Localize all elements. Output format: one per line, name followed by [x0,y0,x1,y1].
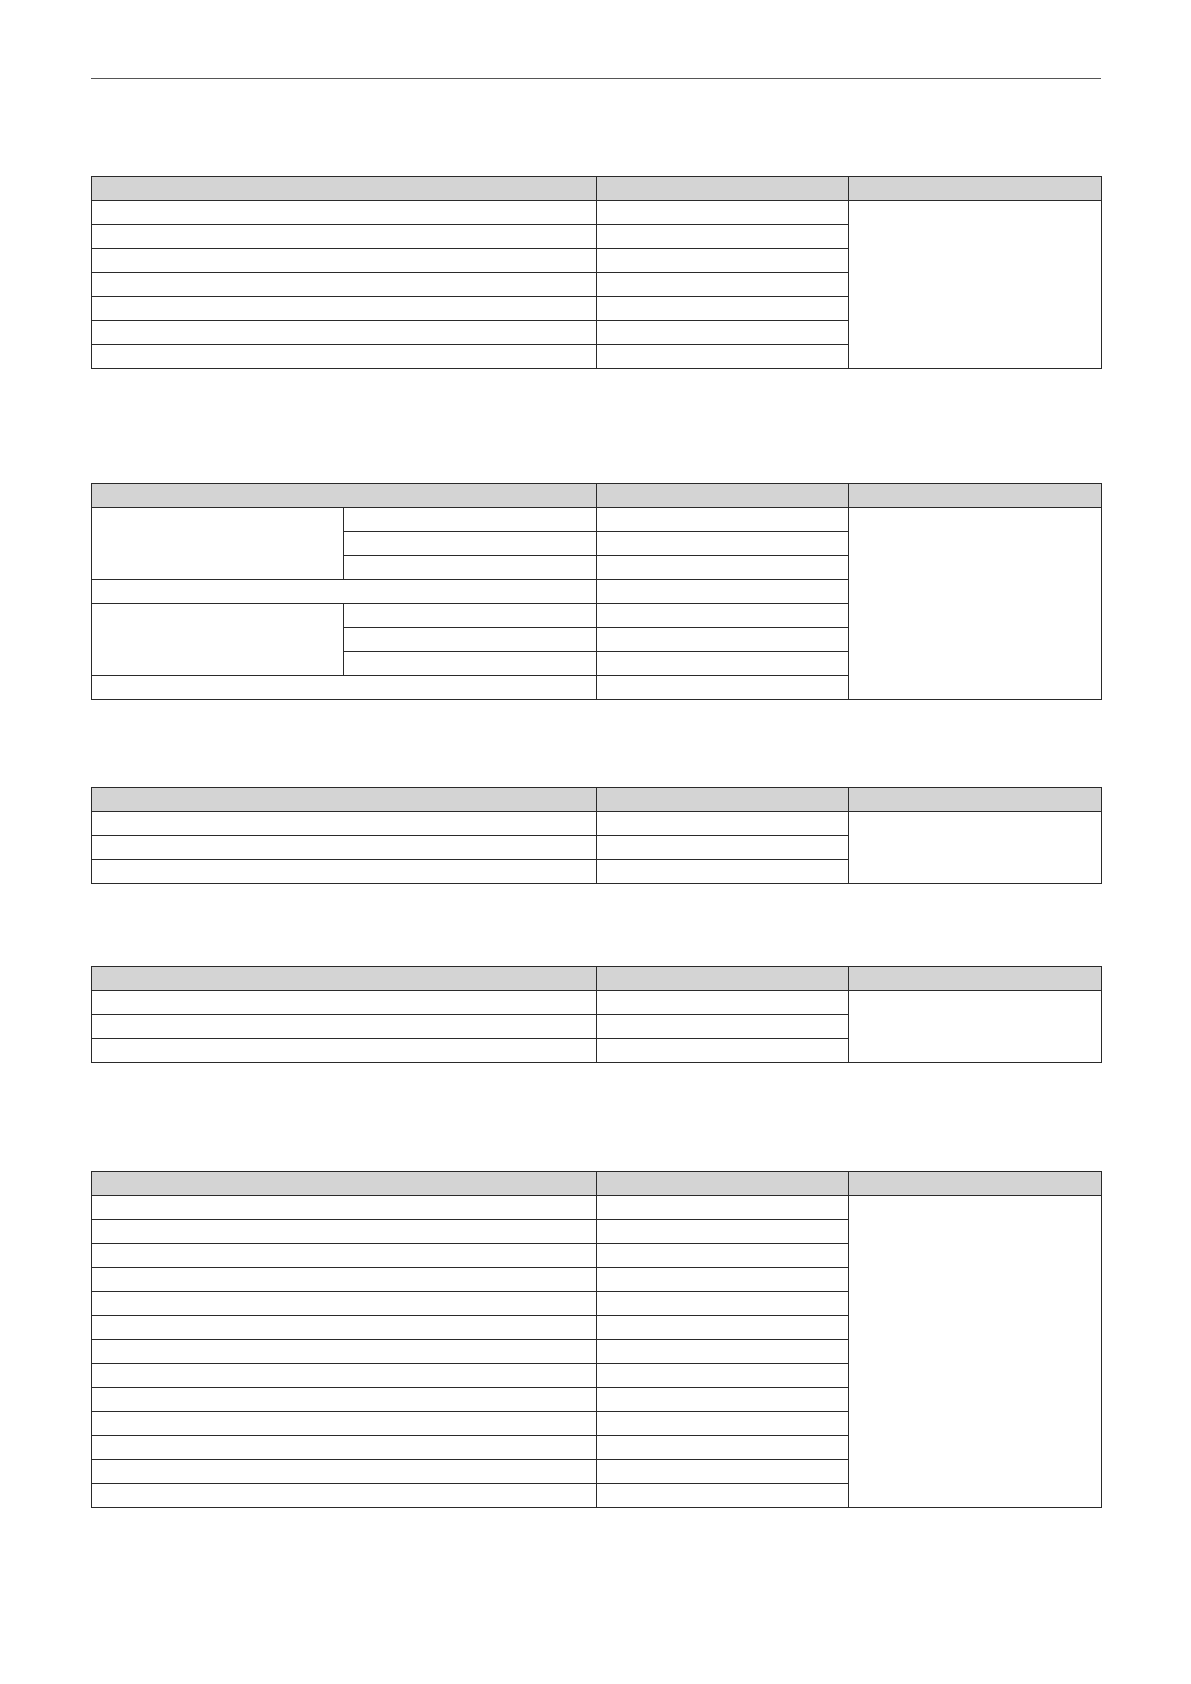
table-row [92,812,1102,836]
side-cell [849,812,1102,884]
table-cell [597,532,849,556]
header-cell [597,177,849,201]
side-cell [849,201,1102,369]
table-cell [597,201,849,225]
header-cell [849,484,1102,508]
table-row [92,1196,1102,1220]
table-cell [92,1268,597,1292]
table-cell [92,1220,597,1244]
table-cell [92,676,597,700]
header-cell [597,788,849,812]
header-cell [849,788,1102,812]
table-cell [597,508,849,532]
table-header-row [92,177,1102,201]
table-cell [92,201,597,225]
table-cell [92,1484,597,1508]
table-cell [597,1220,849,1244]
table-cell [92,1015,597,1039]
table-cell [92,1292,597,1316]
table-cell [597,273,849,297]
group-cell [92,604,344,676]
table-cell [597,1196,849,1220]
table-cell [597,1316,849,1340]
header-cell [597,967,849,991]
table-cell [597,580,849,604]
table-cell [597,1244,849,1268]
table-cell [597,1484,849,1508]
table-cell [597,1015,849,1039]
table-cell [597,1364,849,1388]
table-cell [597,225,849,249]
table-cell [597,836,849,860]
table-cell [92,1316,597,1340]
table-cell [597,1039,849,1063]
table-header-row [92,484,1102,508]
spec-table-3 [91,787,1102,884]
table-cell [344,628,597,652]
table-cell [597,321,849,345]
side-cell [849,991,1102,1063]
table-row [92,201,1102,225]
header-cell [92,177,597,201]
header-cell [849,1172,1102,1196]
table-cell [92,836,597,860]
group-cell [92,508,344,580]
table-header-row [92,788,1102,812]
spec-table-1 [91,176,1102,369]
table-cell [597,1388,849,1412]
table-cell [597,1292,849,1316]
table-cell [92,580,597,604]
side-cell [849,1196,1102,1508]
table-header-row [92,967,1102,991]
table-row [92,991,1102,1015]
table-cell [92,860,597,884]
table-header-row [92,1172,1102,1196]
table-row [92,508,1102,532]
table-cell [597,1340,849,1364]
table-cell [92,1196,597,1220]
spec-table-5 [91,1171,1102,1508]
table-cell [92,1412,597,1436]
table-cell [92,321,597,345]
header-cell [849,967,1102,991]
table-cell [597,556,849,580]
table-cell [92,1460,597,1484]
table-cell [344,556,597,580]
table-cell [92,297,597,321]
table-cell [597,676,849,700]
table-cell [344,508,597,532]
table-cell [92,1244,597,1268]
side-cell [849,508,1102,700]
table-cell [92,249,597,273]
header-cell [92,1172,597,1196]
table-cell [597,1436,849,1460]
table-cell [92,1388,597,1412]
table-cell [92,991,597,1015]
header-rule [91,78,1101,79]
spec-table-2 [91,483,1102,700]
table-cell [92,1364,597,1388]
table-cell [597,604,849,628]
header-cell [92,484,597,508]
table-cell [344,604,597,628]
table-cell [344,532,597,556]
table-cell [92,812,597,836]
spec-table-4 [91,966,1102,1063]
header-cell [597,1172,849,1196]
table-cell [597,249,849,273]
header-cell [92,967,597,991]
table-cell [92,273,597,297]
table-cell [92,1039,597,1063]
table-cell [92,1340,597,1364]
table-cell [597,345,849,369]
table-cell [597,991,849,1015]
table-cell [92,225,597,249]
table-cell [344,652,597,676]
table-cell [597,1412,849,1436]
table-cell [597,812,849,836]
header-cell [92,788,597,812]
table-cell [597,628,849,652]
table-cell [597,860,849,884]
table-cell [597,1460,849,1484]
table-cell [92,1436,597,1460]
header-cell [597,484,849,508]
table-cell [597,652,849,676]
table-cell [92,345,597,369]
table-cell [597,1268,849,1292]
header-cell [849,177,1102,201]
table-cell [597,297,849,321]
